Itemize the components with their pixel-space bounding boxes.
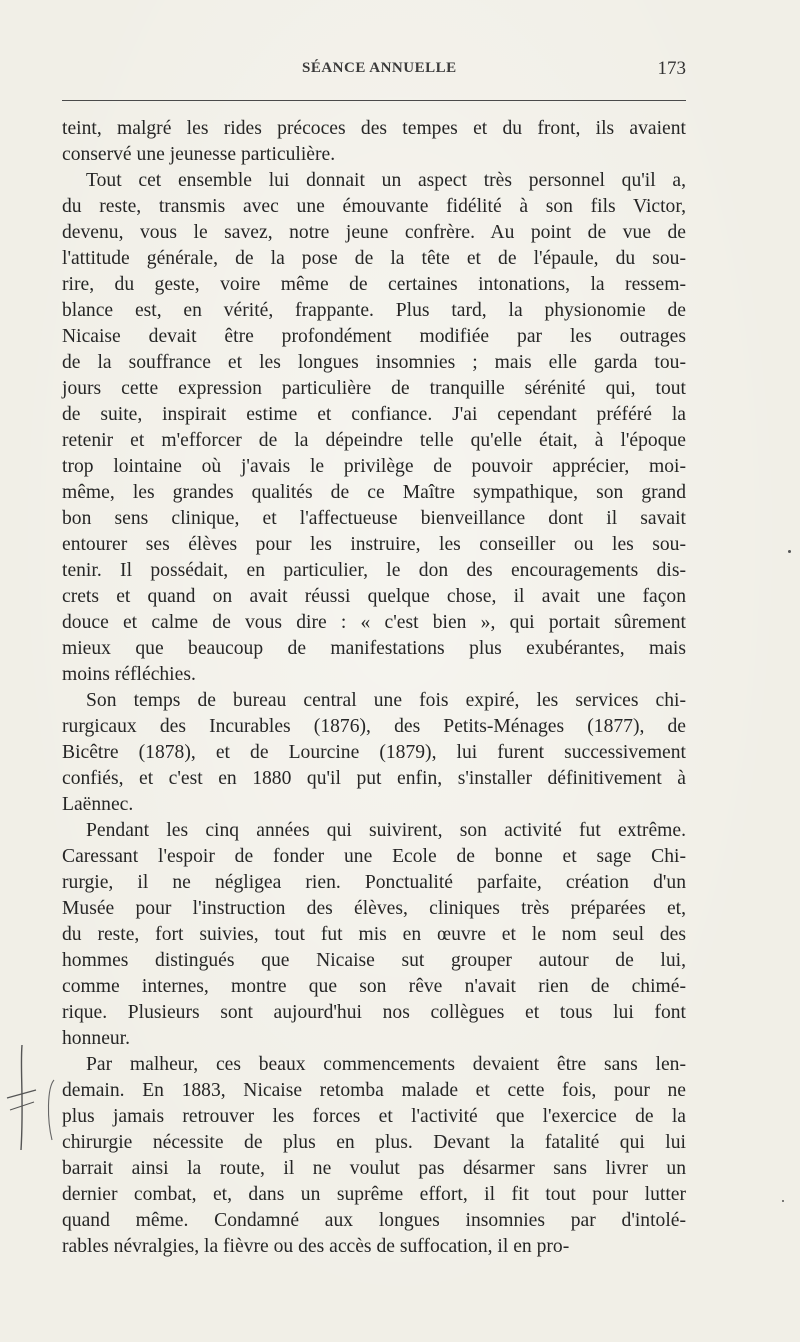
- text-line: blance est, en vérité, frappante. Plus tard, la physionomie de: [62, 300, 686, 321]
- text-line: crets et quand on avait réussi quelque chose, il avait une façon: [62, 586, 686, 607]
- text-line: mieux que beaucoup de manifestations plus exubérantes, mais: [62, 638, 686, 659]
- text-line: du reste, fort suivies, tout fut mis en œuvre et le nom seul des: [62, 924, 686, 945]
- text-line: tenir. Il possédait, en particulier, le don des encouragements dis-: [62, 560, 686, 581]
- text-line: comme internes, montre que son rêve n'avait rien de chimé-: [62, 976, 686, 997]
- text-line: devenu, vous le savez, notre jeune confrère. Au point de vue de: [62, 222, 686, 243]
- text-line: même, les grandes qualités de ce Maître sympathique, son grand: [62, 482, 686, 503]
- paper-speck: [782, 1200, 784, 1202]
- text-line: Musée pour l'instruction des élèves, cliniques très préparées et,: [62, 898, 686, 919]
- text-line: retenir et m'efforcer de la dépeindre telle qu'elle était, à l'époque: [62, 430, 686, 451]
- text-line: rique. Plusieurs sont aujourd'hui nos collègues et tous lui font: [62, 1002, 686, 1023]
- text-line: teint, malgré les rides précoces des tempes et du front, ils avaient: [62, 118, 686, 139]
- running-head-title: SÉANCE ANNUELLE: [302, 60, 457, 76]
- text-line: Tout cet ensemble lui donnait un aspect très personnel qu'il a,: [86, 170, 686, 191]
- text-line: plus jamais retrouver les forces et l'activité que l'exercice de la: [62, 1106, 686, 1127]
- text-line: trop lointaine où j'avais le privilège de pouvoir apprécier, moi-: [62, 456, 686, 477]
- text-line: Son temps de bureau central une fois expiré, les services chi-: [86, 690, 686, 711]
- page-number: 173: [657, 58, 686, 79]
- text-line: du reste, transmis avec une émouvante fidélité à son fils Victor,: [62, 196, 686, 217]
- text-line: Bicêtre (1878), et de Lourcine (1879), lui furent successivement: [62, 742, 686, 763]
- text-line: Caressant l'espoir de fonder une Ecole de bonne et sage Chi-: [62, 846, 686, 867]
- text-line: douce et calme de vous dire : « c'est bien », qui portait sûrement: [62, 612, 686, 633]
- text-line: honneur.: [62, 1028, 131, 1049]
- header-rule: [62, 100, 686, 101]
- running-head: [62, 60, 686, 86]
- text-line: jours cette expression particulière de tranquille sérénité qui, tout: [62, 378, 686, 399]
- text-line: hommes distingués que Nicaise sut grouper autour de lui,: [62, 950, 686, 971]
- paper-speck: [788, 550, 791, 553]
- handwritten-margin-mark: [2, 1040, 62, 1160]
- text-line: rurgie, il ne négligea rien. Ponctualité parfaite, création d'un: [62, 872, 686, 893]
- text-line: quand même. Condamné aux longues insomnies par d'intolé-: [62, 1210, 686, 1231]
- text-line: de la souffrance et les longues insomnies ; mais elle garda tou-: [62, 352, 686, 373]
- text-line: conservé une jeunesse particulière.: [62, 144, 336, 165]
- text-line: entourer ses élèves pour les instruire, les conseiller ou les sou-: [62, 534, 686, 555]
- text-line: barrait ainsi la route, il ne voulut pas désarmer sans livrer un: [62, 1158, 686, 1179]
- text-line: chirurgie nécessite de plus en plus. Devant la fatalité qui lui: [62, 1132, 686, 1153]
- text-line: confiés, et c'est en 1880 qu'il put enfin, s'installer définitivement à: [62, 768, 686, 789]
- text-line: Nicaise devait être profondément modifiée par les outrages: [62, 326, 686, 347]
- text-line: de suite, inspirait estime et confiance. J'ai cependant préféré la: [62, 404, 686, 425]
- text-line: Pendant les cinq années qui suivirent, son activité fut extrême.: [86, 820, 686, 841]
- text-line: demain. En 1883, Nicaise retomba malade et cette fois, pour ne: [62, 1080, 686, 1101]
- text-line: l'attitude générale, de la pose de la tête et de l'épaule, du sou-: [62, 248, 686, 269]
- text-line: rurgicaux des Incurables (1876), des Petits-Ménages (1877), de: [62, 716, 686, 737]
- body-text: [62, 116, 686, 1260]
- text-line: dernier combat, et, dans un suprême effort, il fit tout pour lutter: [62, 1184, 686, 1205]
- text-line: rables névralgies, la fièvre ou des accès de suffocation, il en pro-: [62, 1236, 570, 1257]
- text-line: bon sens clinique, et l'affectueuse bienveillance dont il savait: [62, 508, 686, 529]
- text-line: rire, du geste, voire même de certaines intonations, la ressem-: [62, 274, 686, 295]
- text-line: moins réfléchies.: [62, 664, 196, 685]
- text-line: Par malheur, ces beaux commencements devaient être sans len-: [86, 1054, 686, 1075]
- text-line: Laënnec.: [62, 794, 134, 815]
